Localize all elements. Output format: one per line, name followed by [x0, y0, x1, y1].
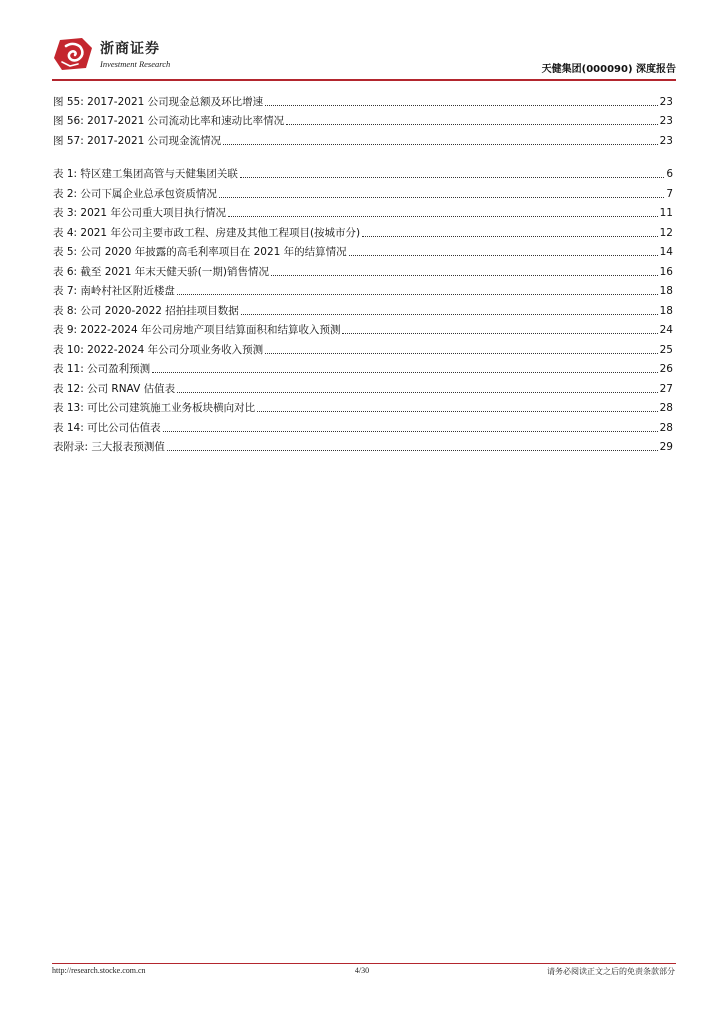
- toc-leader: [257, 411, 658, 412]
- toc-entry-page: 18: [659, 285, 673, 297]
- toc-leader: [177, 392, 658, 393]
- toc-entry-page: 25: [659, 343, 673, 356]
- logo-en: Investment Research: [100, 59, 171, 69]
- toc-entry-label: 表 4: 2021 年公司主要市政工程、房建及其他工程项目(按城市分): [53, 226, 361, 239]
- toc-entry[interactable]: [53, 279, 673, 299]
- toc-leader: [362, 236, 657, 237]
- toc-entry-label: 表 10: 2022-2024 年公司分项业务收入预测: [53, 343, 264, 356]
- toc-entry-label: 表 5: 公司 2020 年披露的高毛利率项目在 2021 年的结算情况: [53, 246, 347, 258]
- toc-leader: [271, 275, 658, 276]
- toc-entry-page: 24: [659, 324, 673, 336]
- toc-entry-page: 7: [666, 187, 673, 200]
- toc-leader: [167, 450, 658, 451]
- toc-entry-page: 28: [659, 402, 673, 414]
- toc-entry-label: 表 7: 南岭村社区附近楼盘: [53, 285, 175, 297]
- toc-entry-label: 表 6: 截至 2021 年末天健天骄(一期)销售情况: [53, 265, 269, 278]
- toc-entry-label: 表 8: 公司 2020-2022 招拍挂项目数据: [53, 304, 239, 317]
- footer-page-number: 4/30: [354, 966, 370, 975]
- toc-entry[interactable]: [53, 128, 673, 148]
- toc-entry-page: 12: [659, 226, 673, 239]
- toc-entry-page: 29: [659, 441, 673, 453]
- toc-entry-label: 表 3: 2021 年公司重大项目执行情况: [53, 207, 226, 219]
- toc-entry-page: 23: [659, 115, 673, 127]
- header-divider: [52, 79, 676, 81]
- toc-leader: [177, 294, 658, 295]
- logo-cn: 浙商证券: [100, 41, 160, 57]
- toc-entry-label: 表 9: 2022-2024 年公司房地产项目结算面积和结算收入预测: [53, 324, 341, 336]
- toc-entry-label: 表 2: 公司下属企业总承包资质情况: [53, 187, 217, 200]
- toc-leader: [349, 255, 658, 256]
- toc-entry[interactable]: [53, 318, 673, 338]
- toc-leader: [223, 144, 657, 145]
- toc-leader: [265, 105, 657, 106]
- toc-leader: [286, 124, 657, 125]
- toc-leader: [219, 197, 664, 198]
- toc-leader: [152, 372, 658, 373]
- toc-entry-page: 18: [659, 304, 673, 317]
- toc-leader: [241, 314, 658, 315]
- toc-entry[interactable]: [53, 376, 673, 396]
- toc-entry-page: 28: [659, 421, 673, 434]
- toc-entry-page: 11: [659, 207, 673, 219]
- toc-entry[interactable]: [53, 357, 673, 377]
- toc-entry[interactable]: [53, 181, 673, 201]
- page-header: [52, 30, 676, 78]
- toc-entry-page: 6: [666, 168, 673, 180]
- toc-leader: [342, 333, 657, 334]
- footer-disclaimer: 请务必阅读正文之后的免责条款部分: [547, 967, 675, 976]
- toc-entry[interactable]: [53, 220, 673, 240]
- toc-entry[interactable]: [53, 259, 673, 279]
- toc-entry-page: 14: [659, 246, 673, 258]
- toc-entry-label: 表 1: 特区建工集团高管与天健集团关联: [53, 168, 238, 180]
- footer-divider: [52, 963, 676, 964]
- toc-leader: [228, 216, 658, 217]
- toc-entry-label: 图 55: 2017-2021 公司现金总额及环比增速: [53, 95, 264, 108]
- toc-entry[interactable]: [53, 337, 673, 357]
- toc-entry[interactable]: [53, 435, 673, 455]
- toc-entry-label: 图 57: 2017-2021 公司现金流情况: [53, 134, 222, 147]
- report-title: 天健集团(000090) 深度报告: [541, 64, 676, 75]
- toc-leader: [265, 353, 657, 354]
- toc-entry-page: 16: [659, 265, 673, 278]
- toc-entry[interactable]: [53, 89, 673, 109]
- footer-url[interactable]: http://research.stocke.com.cn: [52, 966, 146, 975]
- toc-entry-page: 23: [659, 134, 673, 147]
- toc-entry-label: 图 56: 2017-2021 公司流动比率和速动比率情况: [53, 115, 285, 127]
- toc-entry[interactable]: [53, 298, 673, 318]
- toc-entry[interactable]: [53, 415, 673, 435]
- toc-entry[interactable]: [53, 201, 673, 221]
- toc-entry-label: 表 13: 可比公司建筑施工业务板块横向对比: [53, 402, 256, 414]
- toc-entry[interactable]: [53, 396, 673, 416]
- toc-entry-label: 表 11: 公司盈利预测: [53, 363, 151, 375]
- table-of-contents: [53, 89, 673, 454]
- toc-entry[interactable]: [53, 240, 673, 260]
- toc-entry-page: 26: [659, 363, 673, 375]
- toc-leader: [240, 177, 664, 178]
- toc-leader: [163, 431, 658, 432]
- toc-entry-page: 27: [659, 382, 673, 395]
- toc-entry-label: 表 12: 公司 RNAV 估值表: [53, 382, 176, 395]
- toc-entry-label: 表 14: 可比公司估值表: [53, 421, 161, 434]
- company-logo-icon: [52, 36, 94, 72]
- toc-entry-label: 表附录: 三大报表预测值: [53, 441, 165, 453]
- toc-entry[interactable]: [53, 109, 673, 129]
- toc-entry[interactable]: [53, 162, 673, 182]
- toc-entry-page: 23: [659, 95, 673, 108]
